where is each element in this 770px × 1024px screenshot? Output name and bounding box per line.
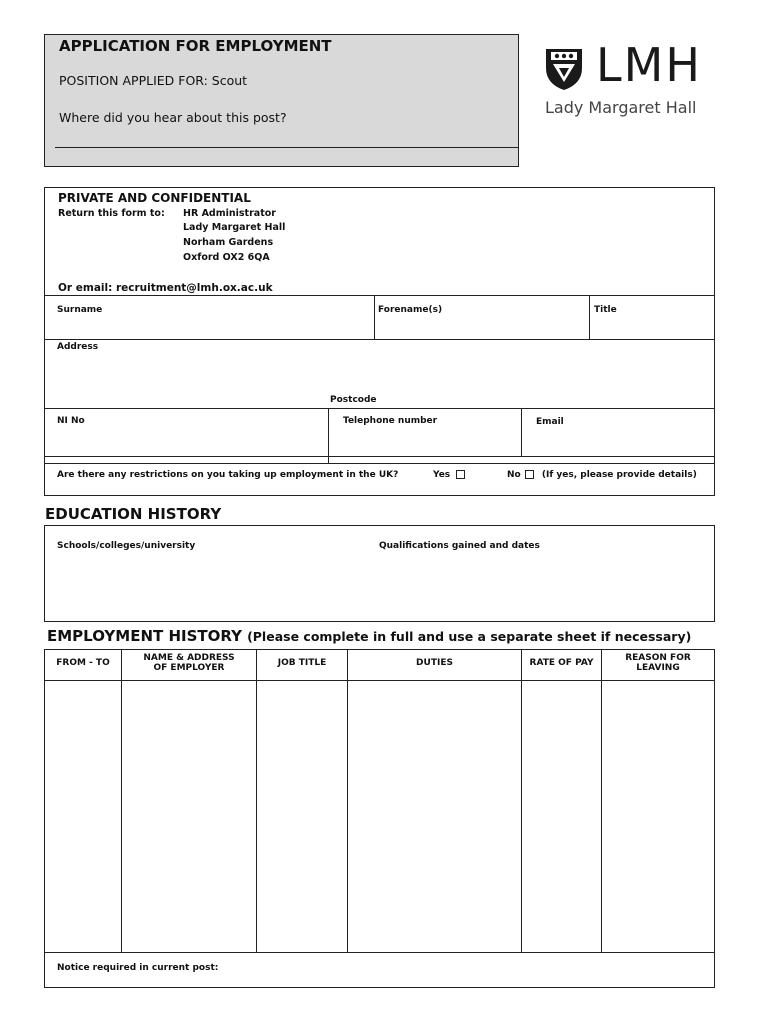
employment-entry-area[interactable] (45, 681, 714, 952)
where-heard-answer-line[interactable] (55, 147, 518, 148)
logo-acronym: LMH (596, 38, 702, 92)
ni-number-field[interactable]: NI No (57, 416, 85, 426)
yes-checkbox[interactable] (456, 470, 465, 479)
col-reason-for-leaving: REASON FOR LEAVING (625, 653, 691, 673)
logo-name: Lady Margaret Hall (545, 98, 697, 117)
restrictions-question (57, 470, 398, 480)
where-heard-label: Where did you hear about this post? (59, 110, 287, 125)
return-address-line-2: Lady Margaret Hall (183, 222, 286, 233)
col-employer: NAME & ADDRESS OF EMPLOYER (143, 653, 235, 673)
yes-label: Yes (433, 470, 451, 480)
confidential-heading: PRIVATE AND CONFIDENTIAL (58, 191, 251, 205)
restrictions-yes-option[interactable] (433, 470, 465, 480)
restrictions-note: (If yes, please provide details) (541, 470, 697, 480)
no-label: No (507, 470, 521, 480)
college-crest-icon (543, 46, 585, 92)
title-field[interactable]: Title (594, 305, 617, 315)
postcode-field[interactable]: Postcode (330, 395, 377, 405)
education-heading: EDUCATION HISTORY (45, 505, 222, 523)
application-header-box (44, 34, 519, 167)
col-from-to: FROM - TO (56, 658, 110, 668)
education-schools-label: Schools/colleges/university (57, 541, 196, 551)
employment-table (44, 649, 715, 988)
employment-heading-row (47, 626, 691, 645)
lmh-logo (540, 40, 715, 130)
education-box[interactable] (44, 525, 715, 622)
email-line: Or email: recruitment@lmh.ox.ac.uk (58, 282, 273, 294)
email-field[interactable]: Email (536, 417, 564, 427)
return-address-line-3: Norham Gardens (183, 237, 274, 248)
return-address-line-1: HR Administrator (183, 208, 276, 219)
notice-required-field[interactable]: Notice required in current post: (57, 963, 219, 973)
personal-details-box (44, 187, 715, 496)
employment-heading: EMPLOYMENT HISTORY (47, 627, 242, 645)
return-label: Return this form to: (58, 208, 165, 219)
col-rate-of-pay: RATE OF PAY (529, 658, 594, 668)
col-job-title: JOB TITLE (277, 658, 327, 668)
address-field[interactable]: Address (57, 342, 99, 352)
restrictions-no-option[interactable] (507, 470, 697, 480)
form-title: APPLICATION FOR EMPLOYMENT (59, 37, 332, 55)
no-checkbox[interactable] (525, 470, 534, 479)
employment-note: (Please complete in full and use a separate sheet if necessary) (247, 629, 692, 644)
education-qualifications-label: Qualifications gained and dates (379, 541, 540, 551)
surname-field[interactable]: Surname (57, 305, 103, 315)
restrictions-question-text: Are there any restrictions on you taking up employment in the UK? (57, 470, 399, 480)
position-applied-label: POSITION APPLIED FOR: Scout (59, 73, 248, 88)
telephone-field[interactable]: Telephone number (343, 416, 438, 426)
col-duties: DUTIES (416, 658, 453, 668)
forenames-field[interactable]: Forename(s) (378, 305, 443, 315)
return-address-line-4: Oxford OX2 6QA (183, 252, 270, 263)
